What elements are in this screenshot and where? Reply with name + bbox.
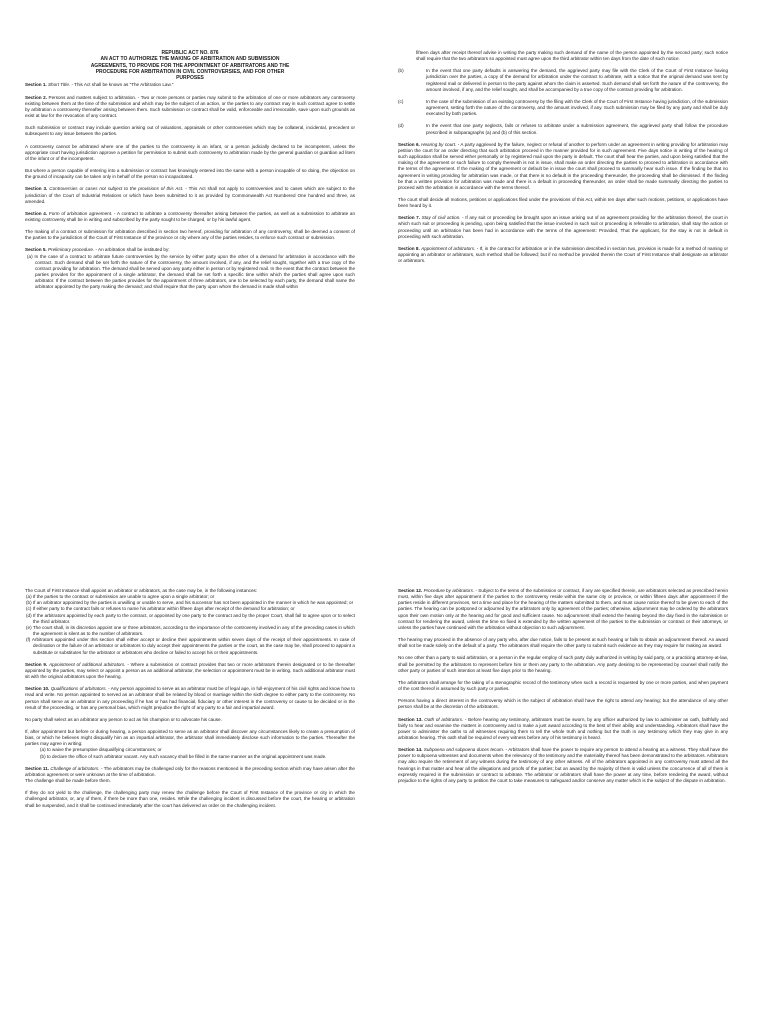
list-item: (a) In the case of a contract to arbitrate future controversies by the service by either party upon the other of a demand for arbitration in accordance with the contract. Such demand shall be set forth the nature of the controversy, the amount involved, if any, and the relief sought, together with a true copy of the contract providing for arbitration. The demand shall be served upon any party either in person or by registered mail. In the event that the contract between the parties provides for the appointment of a single arbitrator, the demand shall be set forth a specific time within which the parties shall agree upon such arbitrator. If the contract between the parties provides for the appointment of three arbitrators, one to be selected by each party, the demand shall name the arbitrator appointed by the party making the demand; and shall require that the party upon whom the demand is made shall within — [27, 253, 355, 290]
section-title: Subpoena and subpoena duces tecum. — [423, 747, 505, 753]
section-text: - Where a submission or contract provides that two or more arbitrators therein designated or to be thereafter appointed by the parties, may select or appoint a person as an additional arbitrator, the selection or appointment must be in writing. Such additional arbitrator must sit with the original arbitrators upon the hearing. — [25, 661, 356, 680]
waiver-list — [25, 747, 355, 759]
act-title — [25, 50, 355, 81]
list-label: (c) — [398, 98, 404, 104]
list-item: (b) If an arbitrator appointed by the parties is unwilling or unable to serve, and his successor has not been appointed in the manner in which he was appointed; or — [26, 600, 354, 606]
section-text: - Arbitrators shall have the power to require any person to attend a hearing as a witness. They shall have the power to subpoena witnesses and documents when the relevancy of the testimony and the materiality thereof has been demonstrated to the arbitrators. Arbitrators may also require the retirement of any witness during the testimony of any other witness. All of the arbitrators appointed in any controversy must attend all the hearings in that matter and hear all the allegations and proofs of the parties; but an award by the majority of them is valid unless the concurrence of all of them is expressly required in the submission or contract to arbitrate. The arbitrator or arbitrators shall have the power at any time, before rendering the award, without prejudice to the rights of any party to petition the court to take measures to safeguard and/or conserve any matter which is the subject of the dispute in arbitration. — [398, 747, 728, 783]
paragraph: fifteen days after receipt thereof advise in writing the party making such demand of the name of the person appointed by the second party; such notice shall require that the two arbitrators so appointed must agree upon the third arbitrator within ten days from the date of such notice. — [416, 50, 728, 62]
page-1-right-column — [398, 50, 728, 270]
section-heading: Section 9. — [25, 661, 48, 667]
paragraph: The hearing may proceed in the absence of any party who, after due notice, fails to be present at such hearing or fails to obtain an adjournment thereof. An award shall not be made solely on the default of a party. The arbitrators shall require the other party to submit such evidence as they may require for making an award. — [398, 637, 728, 649]
paragraph: No one other than a party to said arbitration, or a person in the regular employ of such party duly authorized in writing by said party, or a practicing attorney-at-law, shall be permitted by the arbitrators to represent before him or them any party to the arbitration. Any party desiring to be represented by counsel shall notify the other party or parties of such intention at least five days prior to the hearing. — [398, 655, 728, 673]
page-2-left-column — [25, 588, 355, 815]
list-item: (a) If the parties to the contract or submission are unable to agree upon a single arbitrator; or — [26, 594, 215, 600]
section-heading: Section 4. — [25, 210, 48, 216]
list-text: In the event that one party defaults in answering the demand, the aggrieved party may file with the Clerk of the Court of First Instance having jurisdiction over the parties, a copy of the demand for arbitration under the contract to arbitrate, with a notice that the original demand was sent by registered mail or delivered in person to the party against whom the claim is asserted. Such demand shall set forth the nature of the controversy, the amount involved, if any, and the relief sought, and shall be accompanied by a true copy of the contract providing for arbitration. — [426, 68, 728, 92]
section-8 — [398, 246, 728, 264]
section-text: - Subject to the terms of the submission or contract, if any are specified therein, are arbitrators selected as prescribed herein must, within five days after appointment if the parties to the controversy reside within the same city or province, or within fifteen days after appointment if the parties reside in different provinces, set a time and place for the hearing of the matters submitted to them, and must cause notice thereof to be given to each of the parties. The hearing can be postponed or adjourned by the arbitrators only by agreement of the parties; otherwise, adjournment may be ordered by the arbitrators upon their own motion only at the hearing and for good and sufficient cause. No adjournment shall extend the hearing beyond the day fixed in the submission or contract for rendering the award, unless the time so fixed is extended by the written agreement of the parties to the submission or contract or their attorneys, or unless the parties have continued with the arbitration without objection to such adjournment. — [398, 588, 728, 630]
section-13 — [398, 717, 728, 742]
paragraph: The Court of First Instance shall appoint an arbitrator or arbitrators, as the case may be, in the following instances: — [25, 588, 258, 593]
list-item: (c) If either party to the contract fails or refuses to name his arbitrator within fifteen days after receipt of the demand for arbitration; or — [26, 606, 295, 612]
section-text: - This Act shall be known as "The Arbitration Law." — [71, 82, 174, 88]
section-title: Form of arbitration agreement. — [48, 210, 113, 216]
section-title: Stay of civil action. — [421, 215, 461, 221]
paragraph: But where a person capable of entering into a submission or contract has knowingly entered into the same with a person incapable of so doing, the objection on the ground of incapacity can be taken only in behalf of the person so incapacitated. — [25, 168, 355, 180]
section-text: - The arbitrators may be challenged only for the reasons mentioned in the preceding section which may have arisen after the arbitration agreement or were unknown at the time of arbitration. — [25, 765, 355, 777]
page-1-left-column — [25, 50, 355, 297]
section-title: Qualifications of arbitrators. — [50, 686, 107, 692]
section-14 — [398, 747, 728, 784]
paragraph: No party shall select as an arbitrator any person to act as his champion or to advocate his cause. — [25, 716, 222, 722]
list-item: (f) Arbitrators appointed under this section shall either accept or decline their appointments within seven days of the receipt of their appointments. In case of declination or the failure of an arbitrator or arbitrators to duly accept their appointments the parties or the court, as the case may be, shall proceed to appoint a substitute or substitutes for the arbitrator or arbitrators who decline or failed to accept his or their appointments. — [26, 637, 355, 655]
section-title: Preliminary procedure. — [47, 247, 95, 253]
act-number: REPUBLIC ACT NO. 876 — [161, 50, 219, 56]
section-heading: Section 10. — [25, 686, 50, 692]
paragraph: A controversy cannot be arbitrated where one of the parties to the controversy is an infant, or a person judicially declared to be incompetent, unless the appropriate court having jurisdiction approve a petition for permission to submit such controversy to arbitration made by the general guardian or guardian ad litem of the infant or of the incompetent. — [25, 143, 355, 161]
list-item: (e) The court shall, in its discretion appoint one or three arbitrators, according to the importance of the controversy involved in any of the preceding cases in which the agreement is silent as to the number of arbitrators. — [26, 624, 355, 637]
section-title: Procedure by arbitrators. — [423, 588, 475, 593]
section-heading: Section 5. — [25, 247, 47, 253]
paragraph: The making of a contract or submission for arbitration described in section two hereof, providing for arbitration of any controversy, shall be deemed a consent of the parties to the jurisdiction of the Court of First Instance of the province or city where any of the parties resides, to enforce such contract or submission. — [25, 229, 355, 241]
section-7 — [398, 215, 728, 240]
paragraph: Such submission or contract may include question arising out of valuations, appraisals or other controversies which may be collateral, incidental, precedent or subsequent to any issue between the parties. — [25, 125, 355, 137]
section-2 — [25, 95, 355, 120]
section-title: Hearing by court. — [421, 141, 457, 147]
list-text: In the event that one party neglects, fails or refuses to arbitrate under a submission agreement, the aggrieved party shall follow the procedure prescribed in subparagraphs (a) and (b) of this section. — [426, 123, 728, 135]
paragraph: The challenge shall be made before them. — [25, 778, 111, 784]
section-title: Appointment of arbitrators. — [421, 245, 476, 251]
act-title-line: AN ACT TO AUTHORIZE THE MAKING OF ARBITRATION AND SUBMISSION — [100, 56, 280, 63]
section-10 — [25, 686, 355, 711]
section-title: Challenge of arbitrators. — [50, 765, 100, 771]
paragraph: Persons having a direct interest in the controversy which is the subject of arbitration shall have the right to attend any hearing; but the attendance of any other person shall be at the discretion of the arbitrators. — [398, 698, 728, 710]
section-heading: Section 13. — [398, 716, 423, 722]
list-item — [398, 123, 728, 135]
paragraph: The arbitrators shall arrange for the taking of a stenographic record of the testimony when such a record is requested by one or more parties, and when payment of the cost thereof is assumed by such party or parties. — [398, 679, 728, 692]
list-item — [398, 68, 728, 93]
list-item — [398, 99, 728, 117]
section-heading: Section 1. — [25, 82, 47, 88]
paragraph: The court shall decide all motions, petitions or applications filed under the provisions of this Act, within ten days after such motions, petitions, or applications have been heard by it. — [398, 196, 728, 209]
section-text: - This Act shall not apply to controversies and to cases which are subject to the jurisdiction of the Court of Industrial Relations or which have been submitted to it as provided by Commonwealth Act Numbered One hundred and three, as amended. — [25, 186, 356, 204]
section-text: - A contract to arbitrate a controversy thereafter arising between the parties, as well as a submission to arbitrate an existing controversy shall be in writing and subscribed by the party sought to be charged, or by his lawful agent. — [25, 210, 356, 222]
section-title: Controversies or cases not subject to the provisions of this Act. — [49, 186, 184, 192]
section-text: - A party aggrieved by the failure, neglect or refusal of another to perform under an agreement in writing providing for arbitration may petition the court for an order directing that such arbitration proceed in the manner provided for in such agreement. Five days notice in writing of the hearing of such application shall be served either personally or by registered mail upon the party in default. The court shall hear the parties, and upon being satisfied that the making of the agreement or such failure to comply therewith is not in issue, shall make an order directing the parties to proceed to arbitration in accordance with the terms of the agreement. If the making of the agreement or default be in issue the court shall proceed to summarily hear such issue. If the finding be that no agreement in writing providing for arbitration was made, or that there is no default in the proceeding thereunder, the proceeding shall be dismissed. If the finding be that a written provision for arbitration was made and there is a default in proceeding thereunder, an order shall be made summarily directing the parties to proceed with the arbitration in accordance with the terms thereof. — [398, 141, 728, 190]
appointment-list — [25, 594, 355, 656]
document-page-2 — [0, 512, 768, 1024]
section-heading: Section 3. — [25, 186, 48, 192]
section-9 — [25, 662, 355, 680]
section-heading: Section 6. — [398, 141, 420, 147]
section-heading: Section 14. — [398, 747, 423, 753]
act-title-line: PURPOSES — [176, 75, 204, 82]
section-text: - An arbitration shall be instituted by: — [95, 247, 170, 253]
section-12 — [398, 588, 728, 631]
list-label: (d) — [398, 123, 404, 129]
section-text: - If, in the contract for arbitration or in the submission described in section two, provision is made for a method of naming or appointing an arbitrator or arbitrators, such method shall be followed; but if no method be provided therein the Court of First Instance shall designate an arbitrator or arbitrators. — [398, 245, 728, 264]
section-text: - Before hearing any testimony, arbitrators must be sworn, by any officer authorized by law to administer an oath, faithfully and fairly to hear and examine the matters in controversy and to make a just award according to the best of their ability and understanding. Arbitrators shall have the power to administer the oaths to all witnesses requiring them to tell the whole truth and nothing but the truth in any testimony which they may give in any arbitration hearing. This oath shall be required of every witness before any of his testimony is heard. — [398, 716, 728, 740]
section-4 — [25, 211, 355, 223]
section-title: Appointment of additional arbitrators. — [48, 661, 126, 667]
list-text: In the case of the submission of an existing controversy by the filing with the Clerk of the Court of First Instance having jurisdiction, of the submission agreement, setting forth the nature of the controversy, and the amount involved, if any. Such submission may be filed by any party and shall be duly executed by both parties. — [426, 98, 728, 117]
section-title: Oath of arbitrators. — [424, 716, 464, 722]
section-11 — [25, 766, 355, 778]
section-6 — [398, 142, 728, 191]
section-text: Persons and matters subject to arbitration. - Two or more persons or parties may submit to the arbitration of one or more arbitrators any controversy existing between them at the time of the submission and which may be the subject of an action, or the parties to any contract may in such contract agree to settle by arbitration a controversy thereafter arising between them. Such submission or contract shall be valid, enforceable and irrevocable, save upon such grounds as exist at law for the revocation of any contract. — [25, 94, 356, 119]
list-item: (d) If the arbitrators appointed by each party to the contract, or appointed by one party to the contract and by the proper Court, shall fail to agree upon or to select the third arbitrator. — [26, 612, 355, 624]
section-heading: Section 7. — [398, 215, 421, 221]
section-heading: Section 8. — [398, 245, 420, 251]
section-1 — [25, 82, 355, 88]
act-title-line: PROCEDURE FOR ARBITRATION IN CIVIL CONTROVERSIES, AND FOR OTHER — [95, 68, 285, 75]
section-title: Short Title. — [47, 82, 71, 88]
section-text: - Any person appointed to serve as an arbitrator must be of legal age, in full-enjoyment of his civil rights and know how to read and write. No person appointed to served as an arbitrator shall be related by blood or marriage within the sixth degree to either party to the controversy. No person shall serve as an arbitrator in any proceeding if he has or has had financial, fiduciary or other interest in the controversy or cause to be decided or in the result of the proceeding, or has any personal bias, which might prejudice the right of any party to a fair and impartial award. — [25, 686, 356, 710]
list-item: (a) to waive the presumptive disqualifying circumstances; or — [40, 747, 162, 753]
section-heading: Section 12. — [398, 588, 423, 593]
section-3 — [25, 186, 355, 204]
paragraph: If, after appointment but before or during hearing, a person appointed to serve as an arbitrator shall discover any circumstances likely to create a presumption of bias, or which he believes might disqualify him as an impartial arbitrator, the arbitrator shall immediately disclose such information to the parties. Thereafter the parties may agree in writing: — [25, 728, 355, 747]
page-2-right-column — [398, 588, 728, 790]
list-item: (b) to declare the office of such arbitrator vacant. Any such vacancy shall be filled in the same manner as the original appointment was made. — [40, 753, 327, 759]
paragraph: If they do not yield to the challenge, the challenging party may renew the challenge before the Court of First Instance of the province or city in which the challenged arbitrator, or, any of them, if there be more than one, resides. While the challenging incident is discussed before the court, the hearing or arbitration shall be suspended, and it shall be continued immediately after the court has delivered an order on the challenging incident. — [25, 790, 355, 808]
section-text: - If any suit or proceeding be brought upon an issue arising out of an agreement providing for the arbitration thereof, the court in which such suit or proceeding is pending, upon being satisfied that the issue involved in such suit or proceeding is referable to arbitration, shall stay the action or proceeding until an arbitration has been had in accordance with the terms of the agreement: Provided, That the applicant, for the stay is not in default in proceeding with such arbitration. — [398, 215, 728, 239]
list-label: (b) — [398, 68, 404, 74]
section-heading: Section 2. — [25, 94, 47, 100]
section-heading: Section 11. — [25, 765, 50, 771]
act-title-line: AGREEMENTS, TO PROVIDE FOR THE APPOINTMENT OF ARBITRATORS AND THE — [90, 62, 290, 69]
